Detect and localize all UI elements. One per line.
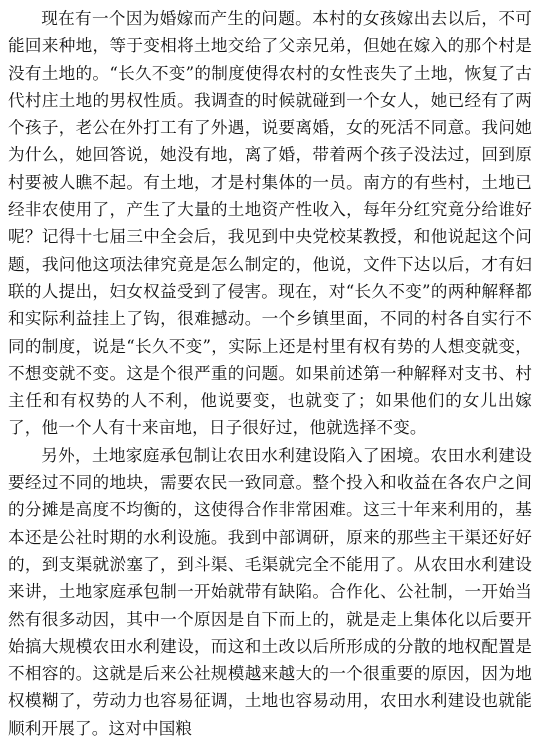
body-paragraph: 另外，土地家庭承包制让农田水利建设陷入了困境。农田水利建设要经过不同的地块，需要农民一致同意。整个投入和收益在各农户之间的分摊是高度不均衡的，这使得合作非常困难。这三十年来利用的，基本还是公社时期的水利设施。我到中部调研，原来的那些主干渠还好好的，到支渠就淤塞了，到斗渠、毛渠就完全不能用了。从农田水利建设来讲，土地家庭承包制一开始就带有缺陷。合作化、公社制，一开始当然有很多动因，其中一个原因是自下而上的，就是走上集体化以后要开始搞大规模农田水利建设，而这和土改以后所形成的分散的地权配置是不相容的。这就是后来公社规模越来越大的一个很重要的原因，因为地权模糊了，劳动力也容易征调，土地也容易动用，农田水利建设也就能顺利开展了。这对中国粮 <box>8 445 532 738</box>
body-paragraph: 现在有一个因为婚嫁而产生的问题。本村的女孩嫁出去以后，不可能回来种地，等于变相将土地交给了父亲兄弟，但她在嫁入的那个村是没有土地的。“长久不变”的制度使得农村的女性丧失了土地，恢复了古代村庄土地的男权性质。我调查的时候就碰到一个女人，她已经有了两个孩子，老公在外打工有了外遇，说要离婚，女的死活不同意。我问她为什么，她回答说，她没有地，离了婚，带着两个孩子没法过，回到原村要被人瞧不起。有土地，才是村集体的一员。南方的有些村，土地已经非农使用了，产生了大量的土地资产性收入，每年分红究竟分给谁好呢？记得十七届三中全会后，我见到中央党校某教授，和他说起这个问题，我问他这项法律究竟是怎么制定的，他说，文件下达以后，才有妇联的人提出，妇女权益受到了侵害。现在，对“长久不变”的两种解释都和实际利益挂上了钩，很难撼动。一个乡镇里面，不同的村各自实行不同的制度，说是“长久不变”，实际上还是村里有权有势的人想变就变，不想变就不变。这是个很严重的问题。如果前述第一种解释对支书、村主任和有权势的人不利，他说要变，也就变了；如果他们的女儿出嫁了，他一个人有十来亩地，日子很好过，他就选择不变。 <box>8 9 532 438</box>
